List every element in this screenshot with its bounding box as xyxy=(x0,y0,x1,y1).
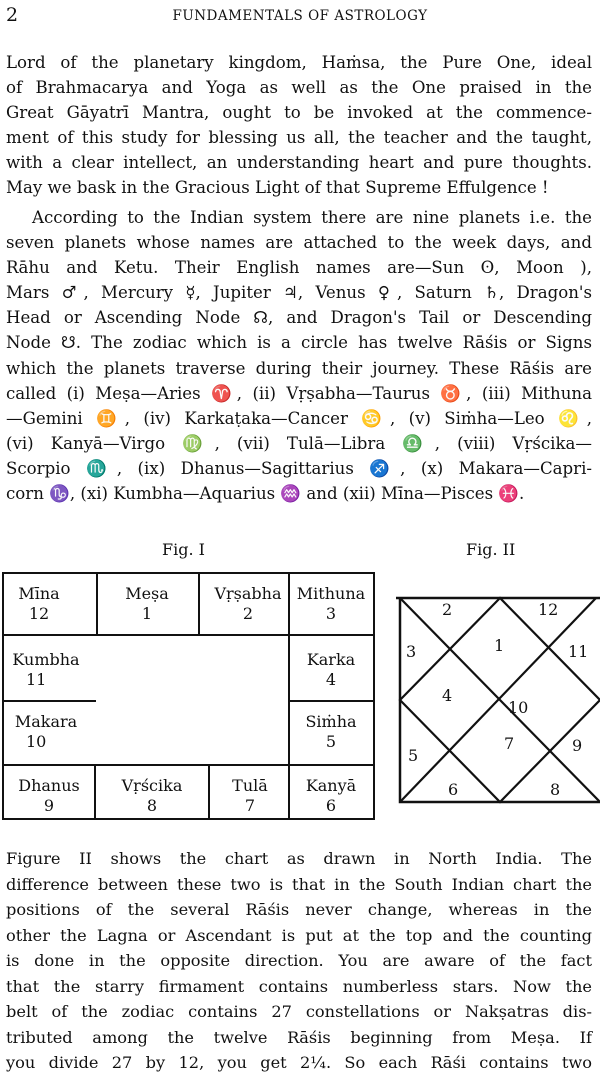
figure-1-caption: Fig. I xyxy=(162,540,205,559)
text-line: positions of the several Rāśis never change, whereas in the xyxy=(6,900,592,919)
rasi-name: Vṛścika xyxy=(121,776,183,795)
text-line: Figure II shows the chart as drawn in North India. The xyxy=(6,849,592,868)
house-7: 7 xyxy=(504,734,515,753)
text-line: May we bask in the Gracious Light of that Supreme Effulgence ! xyxy=(6,178,549,198)
house-6: 6 xyxy=(448,780,459,799)
rasi-cell-vrsabha xyxy=(200,584,296,624)
house-5: 5 xyxy=(408,746,419,765)
rasi-cell-kanya xyxy=(288,776,374,816)
rasi-cell-mina xyxy=(4,584,74,624)
paragraph-planets xyxy=(6,205,592,506)
text-line: seven planets whose names are attached to the week days, and xyxy=(6,233,592,253)
rasi-name: Mīna xyxy=(18,584,60,603)
running-title: FUNDAMENTALS OF ASTROLOGY xyxy=(172,8,428,24)
south-indian-chart xyxy=(2,572,375,820)
paragraph-invocation xyxy=(6,50,592,201)
north-indian-chart xyxy=(396,594,600,806)
rasi-name: Dhanus xyxy=(18,776,80,795)
rasi-name: Kanyā xyxy=(305,776,357,795)
text-line: is done in the opposite direction. You are aware of the fact xyxy=(6,951,592,970)
rasi-cell-dhanus xyxy=(4,776,94,816)
house-2: 2 xyxy=(442,600,453,619)
rasi-cell-mesa xyxy=(96,584,198,624)
rasi-number: 1 xyxy=(141,604,153,623)
text-line: belt of the zodiac contains 27 constellations or Nakṣatras dis- xyxy=(6,1002,592,1021)
running-header xyxy=(6,4,594,28)
rasi-cell-simha xyxy=(288,712,374,752)
text-line: with a clear intellect, an understanding heart and pure thoughts. xyxy=(6,153,592,173)
rasi-cell-tula xyxy=(210,776,290,816)
text-line: which the planets traverse during their journey. These Rāśis are xyxy=(6,358,592,378)
rasi-cell-karka xyxy=(288,650,374,690)
rasi-number: 8 xyxy=(146,796,158,815)
rasi-cell-kumbha xyxy=(4,650,88,690)
grid-line xyxy=(288,700,375,702)
rasi-name: Siṁha xyxy=(305,712,357,731)
grid-line xyxy=(4,634,375,636)
rasi-name: Makara xyxy=(14,712,78,731)
house-11: 11 xyxy=(568,642,589,661)
rasi-name: Tulā xyxy=(232,776,268,795)
paragraph-chart-explanation xyxy=(6,846,592,1076)
text-line: Scorpio ♏, (ix) Dhanus—Sagittarius ♐, (x) Makara—Capri- xyxy=(6,458,592,478)
house-4: 4 xyxy=(442,686,453,705)
rasi-name: Mithuna xyxy=(296,584,366,603)
text-line: ment of this study for blessing us all, the teacher and the taught, xyxy=(6,128,592,148)
rasi-name: Kumbha xyxy=(12,650,80,669)
text-line: difference between these two is that in the South Indian chart the xyxy=(6,874,592,894)
house-9: 9 xyxy=(572,736,583,755)
text-line: that the starry firmament contains numberless stars. Now the xyxy=(6,976,592,996)
text-line: Head or Ascending Node ☊, and Dragon's Tail or Descending xyxy=(6,308,592,328)
text-line: Lord of the planetary kingdom, Haṁsa, the Pure One, ideal xyxy=(6,53,592,72)
text-line: —Gemini ♊, (iv) Karkaṭaka—Cancer ♋, (v) Siṁha—Leo ♌, xyxy=(6,408,592,428)
house-3: 3 xyxy=(406,642,417,661)
page-number: 2 xyxy=(6,4,19,26)
rasi-number: 9 xyxy=(43,796,55,815)
rasi-number: 10 xyxy=(26,732,47,751)
rasi-number: 3 xyxy=(325,604,337,623)
rasi-cell-makara xyxy=(4,712,88,752)
text-line: Node ☋. The zodiac which is a circle has twelve Rāśis or Signs xyxy=(6,333,592,353)
house-8: 8 xyxy=(550,780,561,799)
text-line: Mars ♂, Mercury ☿, Jupiter ♃, Venus ♀, Saturn ♄, Dragon's xyxy=(6,283,592,303)
text-line: According to the Indian system there are nine planets i.e. the xyxy=(32,208,592,227)
rasi-number: 5 xyxy=(325,732,337,751)
text-line: Rāhu and Ketu. Their English names are—Sun ʘ, Moon ), xyxy=(6,258,592,278)
text-line: Great Gāyatrī Mantra, ought to be invoked at the commence- xyxy=(6,103,592,123)
house-10: 10 xyxy=(508,698,529,717)
rasi-cell-vrscika xyxy=(96,776,208,816)
rasi-name: Vṛṣabha xyxy=(214,584,282,603)
house-1: 1 xyxy=(494,636,505,655)
grid-line xyxy=(4,764,375,766)
rasi-name: Karka xyxy=(306,650,356,669)
text-line: called (i) Meṣa—Aries ♈, (ii) Vṛṣabha—Taurus ♉, (iii) Mithuna xyxy=(6,383,592,403)
rasi-number: 6 xyxy=(325,796,337,815)
rasi-number: 4 xyxy=(325,670,337,689)
rasi-name: Meṣa xyxy=(125,584,169,603)
rasi-number: 2 xyxy=(242,604,254,623)
north-chart-lines xyxy=(396,594,600,806)
rasi-cell-mithuna xyxy=(288,584,374,624)
text-line: corn ♑, (xi) Kumbha—Aquarius ♒ and (xii) Mīna—Pisces ♓. xyxy=(6,484,525,504)
rasi-number: 7 xyxy=(244,796,256,815)
text-line: you divide 27 by 12, you get 2¼. So each Rāśi contains two xyxy=(6,1053,592,1072)
figure-2-caption: Fig. II xyxy=(466,540,516,559)
text-line: (vi) Kanyā—Virgo ♍, (vii) Tulā—Libra ♎, (viii) Vṛścika— xyxy=(6,433,592,453)
text-line: of Brahmacarya and Yoga as well as the One praised in the xyxy=(6,78,592,98)
text-line: tributed among the twelve Rāśis beginning from Meṣa. If xyxy=(6,1027,592,1047)
rasi-number: 11 xyxy=(26,670,47,689)
grid-line xyxy=(4,700,96,702)
rasi-number: 12 xyxy=(28,604,50,623)
house-12: 12 xyxy=(538,600,559,619)
text-line: other the Lagna or Ascendant is put at the top and the counting xyxy=(6,925,592,945)
